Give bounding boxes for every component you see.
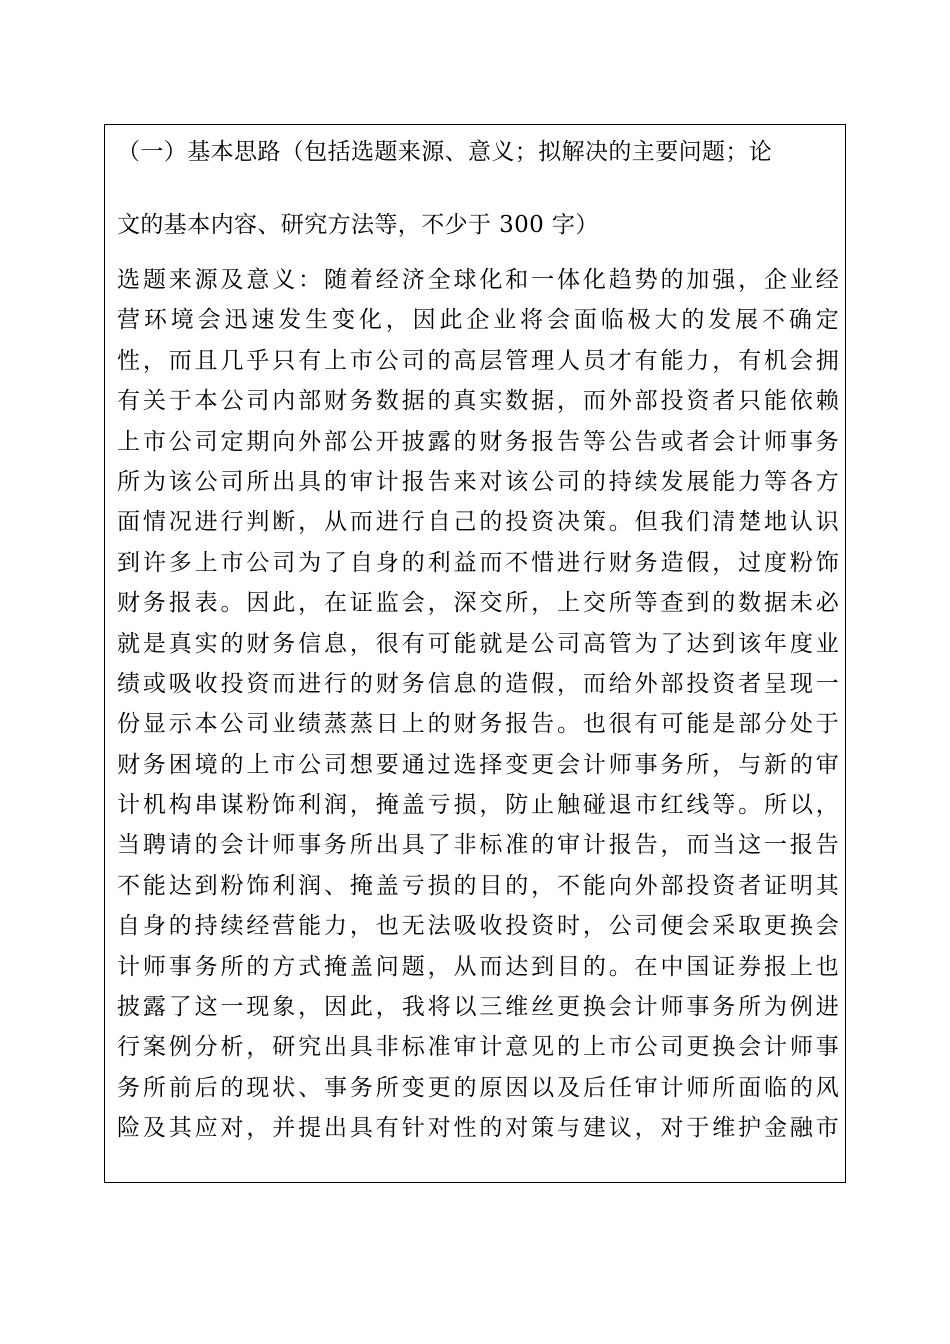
body-line: 份显示本公司业绩蒸蒸日上的财务报告。也很有可能是部分处于 <box>117 711 839 738</box>
section-heading-line-2: 文的基本内容、研究方法等，不少于 300 字） <box>117 212 599 238</box>
body-line: 所为该公司所出具的审计报告来对该公司的持续发展能力等各方 <box>117 468 839 495</box>
body-line: 面情况进行判断，从而进行自己的投资决策。但我们清楚地认识 <box>117 509 839 536</box>
body-line: 不能达到粉饰利润、掩盖亏损的目的，不能向外部投资者证明其 <box>117 872 839 899</box>
body-line: 营环境会迅速发生变化，因此企业将会面临极大的发展不确定 <box>117 307 839 334</box>
body-line: 计机构串谋粉饰利润，掩盖亏损，防止触碰退市红线等。所以， <box>117 792 839 819</box>
body-line: 当聘请的会计师事务所出具了非标准的审计报告，而当这一报告 <box>117 832 839 859</box>
body-line: 自身的持续经营能力，也无法吸收投资时，公司便会采取更换会 <box>117 913 839 940</box>
section-heading-line-1: （一）基本思路（包括选题来源、意义；拟解决的主要问题；论 <box>117 139 773 165</box>
content-box <box>104 124 846 1183</box>
body-line: 有关于本公司内部财务数据的真实数据，而外部投资者只能依赖 <box>117 388 839 415</box>
body-line: 选题来源及意义：随着经济全球化和一体化趋势的加强，企业经 <box>117 267 839 293</box>
body-line: 财务困境的上市公司想要通过选择变更会计师事务所，与新的审 <box>117 751 839 778</box>
body-line: 财务报表。因此，在证监会，深交所，上交所等查到的数据未必 <box>117 590 839 617</box>
body-line: 披露了这一现象，因此，我将以三维丝更换会计师事务所为例进 <box>117 994 839 1021</box>
body-line: 计师事务所的方式掩盖问题，从而达到目的。在中国证券报上也 <box>117 953 839 980</box>
body-line: 到许多上市公司为了自身的利益而不惜进行财务造假，过度粉饰 <box>117 549 839 576</box>
body-line: 险及其应对，并提出具有针对性的对策与建议，对于维护金融市 <box>117 1115 839 1142</box>
body-line: 务所前后的现状、事务所变更的原因以及后任审计师所面临的风 <box>117 1074 839 1101</box>
body-line: 行案例分析，研究出具非标准审计意见的上市公司更换会计师事 <box>117 1034 839 1061</box>
body-line: 上市公司定期向外部公开披露的财务报告等公告或者会计师事务 <box>117 428 839 455</box>
body-text <box>117 260 839 1149</box>
body-line: 绩或吸收投资而进行的财务信息的造假，而给外部投资者呈现一 <box>117 670 839 697</box>
body-line: 性，而且几乎只有上市公司的高层管理人员才有能力，有机会拥 <box>117 347 839 374</box>
body-line: 就是真实的财务信息，很有可能就是公司高管为了达到该年度业 <box>117 630 839 657</box>
